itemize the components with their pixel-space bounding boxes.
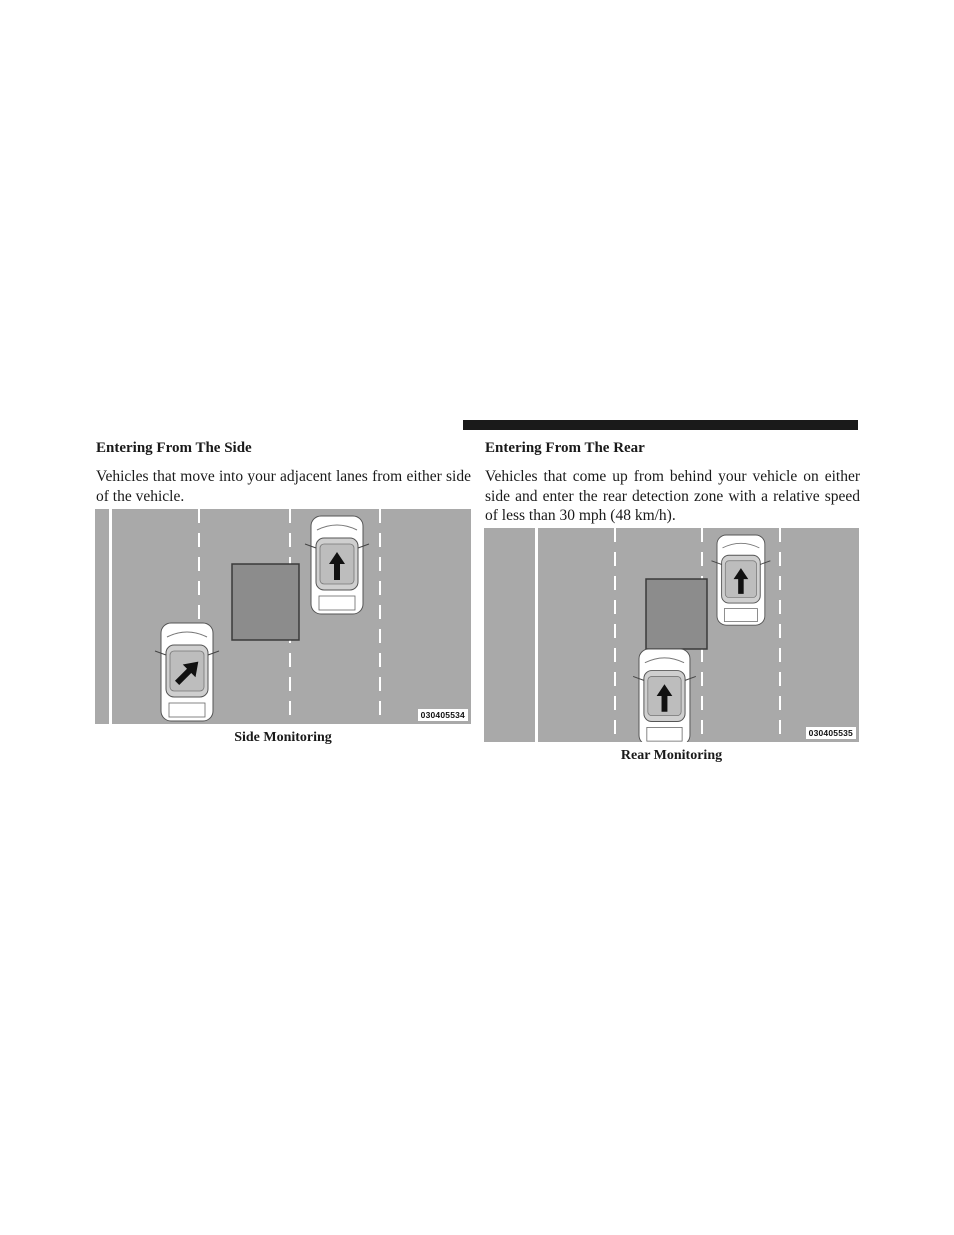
- car-icon: [711, 535, 770, 625]
- rear-monitoring-figure: [484, 528, 859, 742]
- side-monitoring-caption: Side Monitoring: [234, 730, 332, 745]
- car-icon: [155, 623, 219, 721]
- rear-heading: Entering From The Rear: [485, 440, 645, 456]
- figure-code: 030405535: [806, 727, 856, 739]
- right-column: [485, 438, 860, 526]
- rear-paragraph: Vehicles that come up from behind your vehicle on either side and enter the rear detection zone with a relative speed of less than 30 mph (48 km/h).: [485, 468, 860, 524]
- left-column: [96, 438, 471, 506]
- side-monitoring-figure: [95, 509, 471, 724]
- car-icon: [633, 649, 696, 742]
- rear-monitoring-caption: Rear Monitoring: [620, 748, 723, 763]
- side-monitoring-illustration: [95, 509, 471, 724]
- section-rule: [463, 420, 858, 430]
- side-paragraph: Vehicles that move into your adjacent lanes from either side of the vehicle.: [96, 468, 471, 505]
- side-heading: Entering From The Side: [96, 440, 252, 456]
- car-icon: [305, 516, 369, 614]
- rear-monitoring-illustration: [484, 528, 859, 742]
- figure-code: 030405534: [418, 709, 468, 721]
